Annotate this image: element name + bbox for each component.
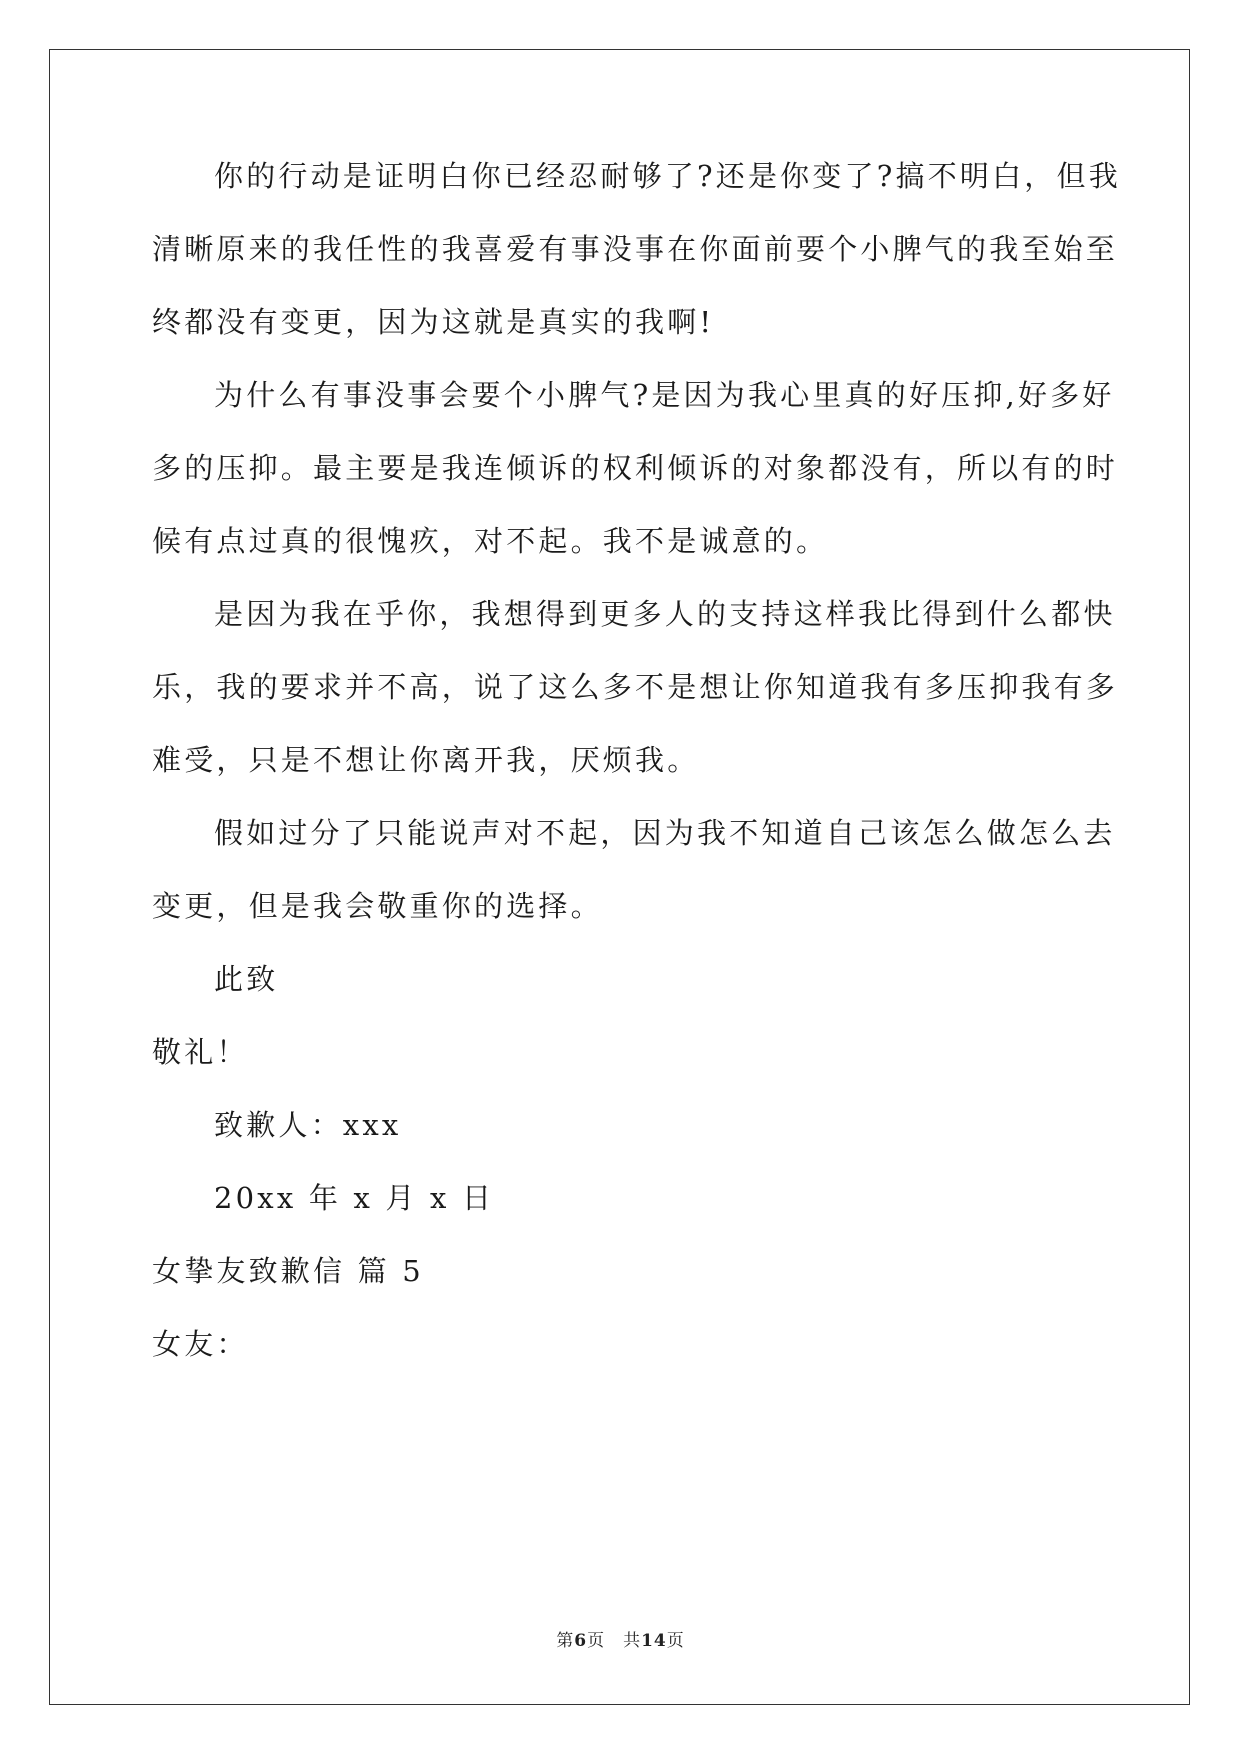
page-label-suffix: 页 xyxy=(666,1631,685,1651)
paragraph-1-line-1: 你的行动是证明白你已经忍耐够了?还是你变了?搞不明白，但我 xyxy=(214,159,1121,193)
section-heading: 女挚友致歉信 篇 5 xyxy=(152,1254,424,1288)
paragraph-3-line-2: 乐，我的要求并不高，说了这么多不是想让你知道我有多压抑我有多 xyxy=(152,670,1119,704)
paragraph-4-line-2: 变更，但是我会敬重你的选择。 xyxy=(152,889,603,923)
paragraph-1-line-3: 终都没有变更，因为这就是真实的我啊! xyxy=(152,305,715,339)
page-label-prefix: 第 xyxy=(556,1631,575,1651)
page-total-number: 14 xyxy=(641,1631,667,1651)
letter-greeting: 女友： xyxy=(152,1327,249,1361)
closing-respect: 敬礼！ xyxy=(152,1035,249,1069)
page-footer xyxy=(0,1626,1241,1651)
paragraph-2-line-3: 候有点过真的很愧疚，对不起。我不是诚意的。 xyxy=(152,524,829,558)
paragraph-2-line-1: 为什么有事没事会要个小脾气?是因为我心里真的好压抑,好多好 xyxy=(214,378,1115,412)
page-label-mid: 页 共 xyxy=(587,1631,642,1651)
page-current-number: 6 xyxy=(574,1631,588,1651)
paragraph-3-line-1: 是因为我在乎你，我想得到更多人的支持这样我比得到什么都快 xyxy=(214,597,1116,631)
paragraph-1-line-2: 清晰原来的我任性的我喜爱有事没事在你面前要个小脾气的我至始至 xyxy=(152,232,1119,266)
page-border xyxy=(49,49,1190,1705)
paragraph-3-line-3: 难受，只是不想让你离开我，厌烦我。 xyxy=(152,743,700,777)
paragraph-4-line-1: 假如过分了只能说声对不起，因为我不知道自己该怎么做怎么去 xyxy=(214,816,1116,850)
signature-name: 致歉人：xxx xyxy=(214,1108,402,1142)
signature-date: 20xx 年 x 月 x 日 xyxy=(214,1181,495,1215)
closing-salutation: 此致 xyxy=(214,962,279,996)
paragraph-2-line-2: 多的压抑。最主要是我连倾诉的权利倾诉的对象都没有，所以有的时 xyxy=(152,451,1119,485)
